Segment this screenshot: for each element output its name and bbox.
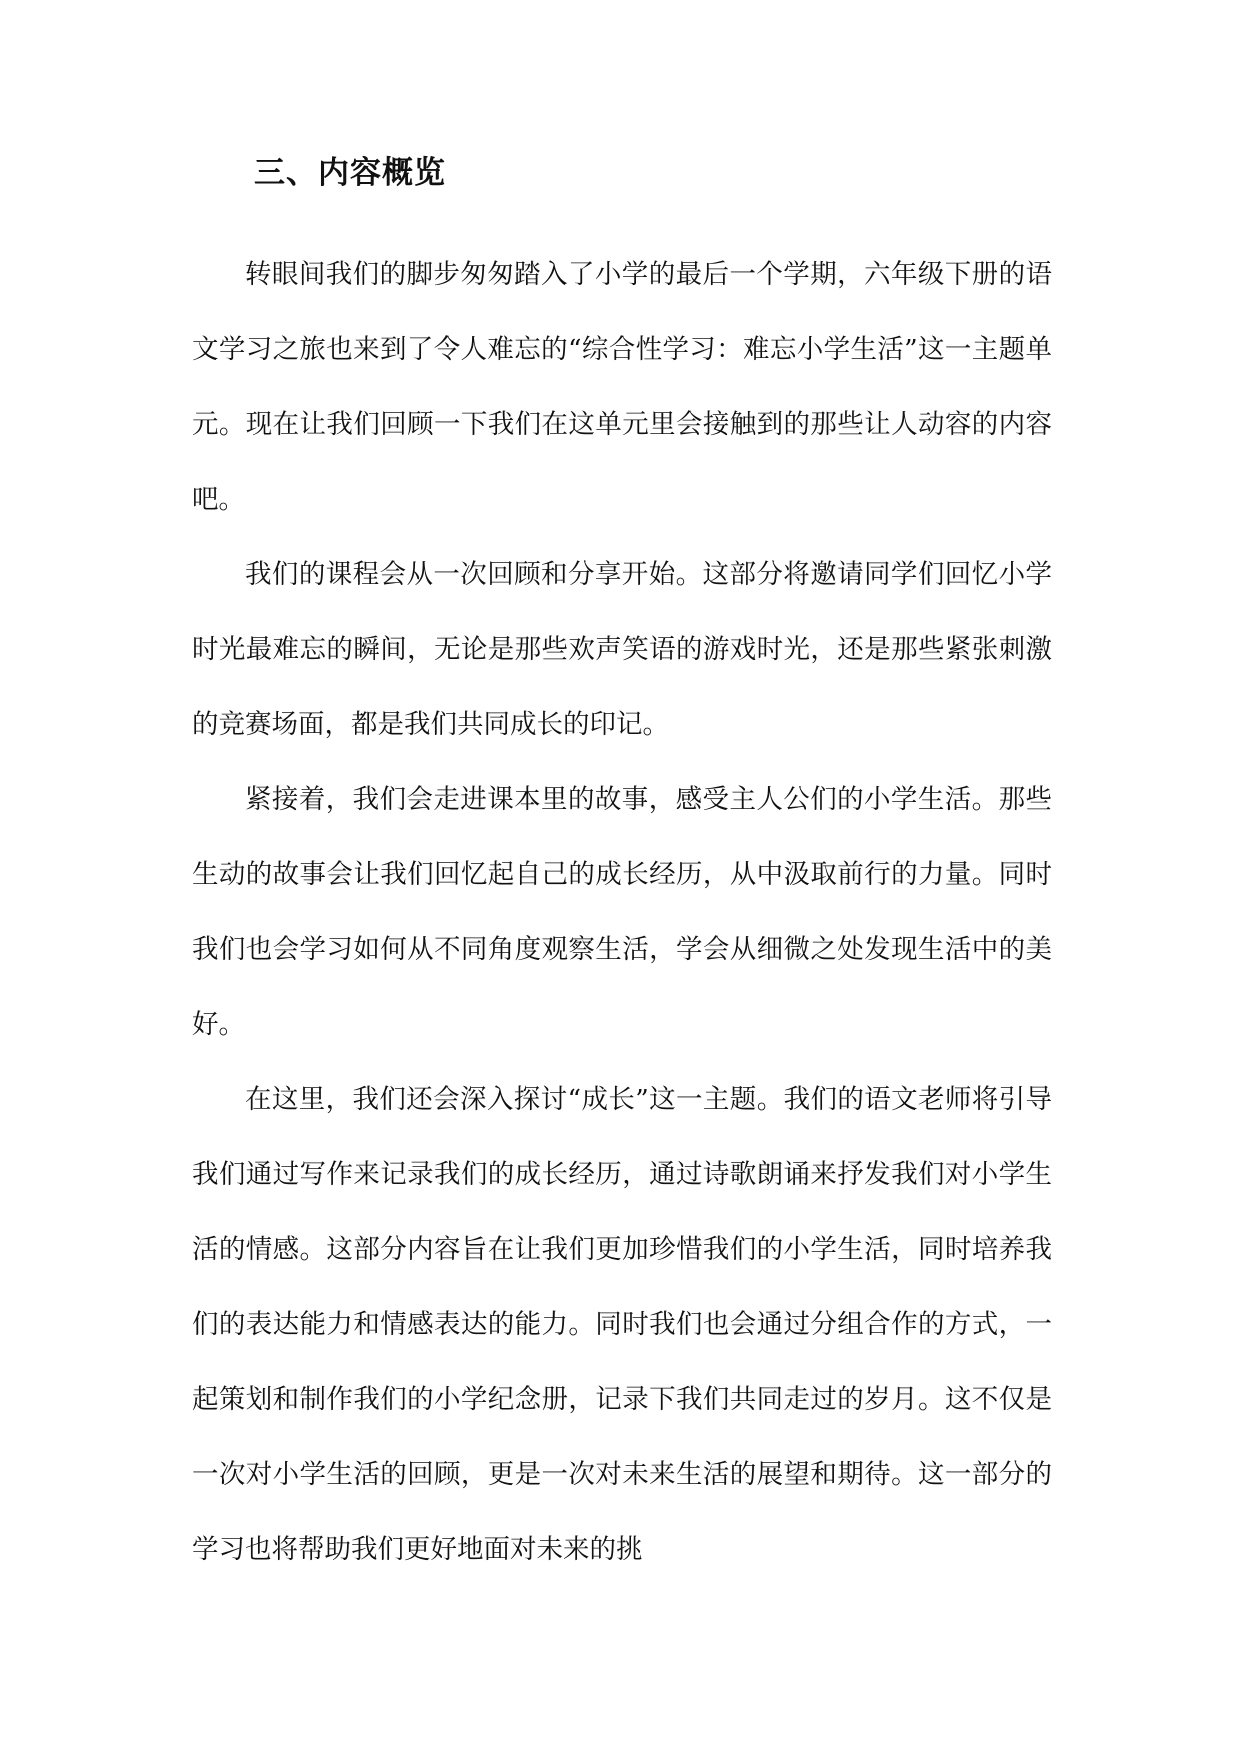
paragraph: 我们的课程会从一次回顾和分享开始。这部分将邀请同学们回忆小学时光最难忘的瞬间，无论是那些欢声笑语的游戏时光，还是那些紧张刺激的竞赛场面，都是我们共同成长的印记。 (192, 559, 1052, 740)
paragraph: 转眼间我们的脚步匆匆踏入了小学的最后一个学期，六年级下册的语文学习之旅也来到了令人难忘的“综合性学习：难忘小学生活”这一主题单元。现在让我们回顾一下我们在这单元里会接触到的那些让人动容的内容吧。 (192, 259, 1052, 515)
section-heading: 三、内容概览 (254, 155, 446, 191)
paragraph: 紧接着，我们会走进课本里的故事，感受主人公们的小学生活。那些生动的故事会让我们回忆起自己的成长经历，从中汲取前行的力量。同时我们也会学习如何从不同角度观察生活，学会从细微之处发现生活中的美好。 (192, 784, 1052, 1040)
body-text (192, 237, 1052, 1587)
paragraph: 在这里，我们还会深入探讨“成长”这一主题。我们的语文老师将引导我们通过写作来记录我们的成长经历，通过诗歌朗诵来抒发我们对小学生活的情感。这部分内容旨在让我们更加珍惜我们的小学生活，同时培养我们的表达能力和情感表达的能力。同时我们也会通过分组合作的方式，一起策划和制作我们的小学纪念册，记录下我们共同走过的岁月。这不仅是一次对小学生活的回顾，更是一次对未来生活的展望和期待。这一部分的学习也将帮助我们更好地面对未来的挑 (192, 1084, 1052, 1565)
